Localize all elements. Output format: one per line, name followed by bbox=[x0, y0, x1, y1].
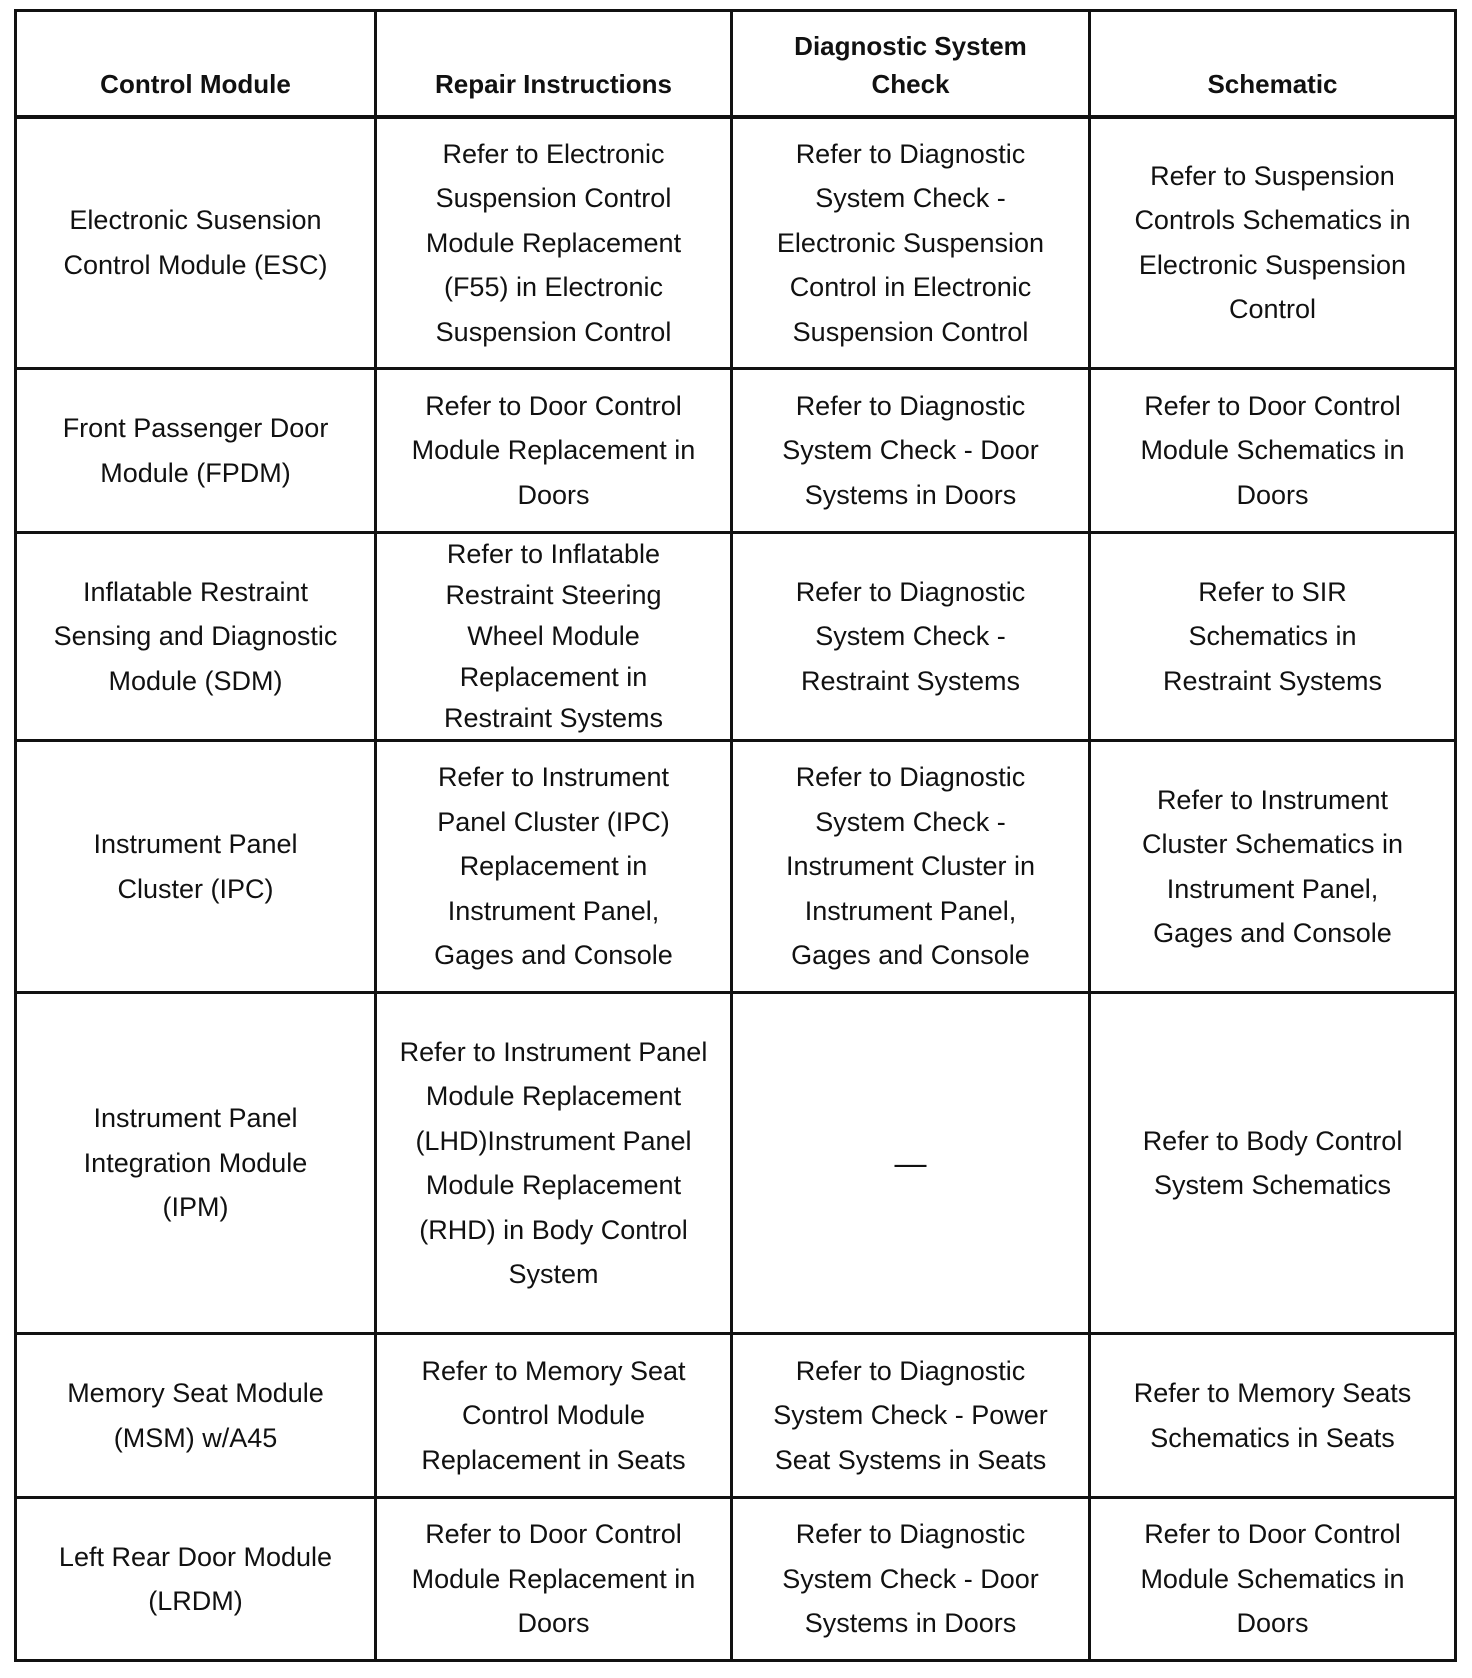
cell-control-module: Electronic Susension Control Module (ESC) bbox=[16, 117, 376, 369]
cell-diagnostic-system-check: — bbox=[732, 993, 1090, 1334]
cell-schematic: Refer to Suspension Controls Schematics in Electronic Suspension Control bbox=[1090, 117, 1456, 369]
cell-repair-instructions: Refer to Memory Seat Control Module Replacement in Seats bbox=[376, 1334, 732, 1498]
cell-repair-instructions: Refer to Inflatable Restraint Steering Wheel Module Replacement in Restraint Systems bbox=[376, 533, 732, 741]
cell-schematic: Refer to Door Control Module Schematics in Doors bbox=[1090, 369, 1456, 533]
cell-diagnostic-system-check: Refer to Diagnostic System Check - Door Systems in Doors bbox=[732, 369, 1090, 533]
header-control-module: Control Module bbox=[16, 11, 376, 117]
cell-schematic: Refer to Memory Seats Schematics in Seats bbox=[1090, 1334, 1456, 1498]
table-row bbox=[16, 117, 1456, 369]
cell-control-module: Left Rear Door Module (LRDM) bbox=[16, 1498, 376, 1661]
cell-schematic: Refer to Body Control System Schematics bbox=[1090, 993, 1456, 1334]
table-row bbox=[16, 1498, 1456, 1661]
cell-control-module: Instrument Panel Cluster (IPC) bbox=[16, 741, 376, 993]
cell-schematic: Refer to SIR Schematics in Restraint Systems bbox=[1090, 533, 1456, 741]
header-diagnostic-system-check: Diagnostic System Check bbox=[732, 11, 1090, 117]
cell-repair-instructions: Refer to Door Control Module Replacement in Doors bbox=[376, 369, 732, 533]
header-repair-instructions: Repair Instructions bbox=[376, 11, 732, 117]
cell-schematic: Refer to Instrument Cluster Schematics in Instrument Panel, Gages and Console bbox=[1090, 741, 1456, 993]
cell-control-module: Inflatable Restraint Sensing and Diagnostic Module (SDM) bbox=[16, 533, 376, 741]
cell-schematic: Refer to Door Control Module Schematics in Doors bbox=[1090, 1498, 1456, 1661]
cell-repair-instructions: Refer to Instrument Panel Module Replacement (LHD)Instrument Panel Module Replacement (RHD) in Body Control System bbox=[376, 993, 732, 1334]
cell-control-module: Instrument Panel Integration Module (IPM) bbox=[16, 993, 376, 1334]
table-row bbox=[16, 1334, 1456, 1498]
cell-repair-instructions: Refer to Door Control Module Replacement in Doors bbox=[376, 1498, 732, 1661]
header-schematic: Schematic bbox=[1090, 11, 1456, 117]
cell-diagnostic-system-check: Refer to Diagnostic System Check - Door Systems in Doors bbox=[732, 1498, 1090, 1661]
cell-control-module: Memory Seat Module (MSM) w/A45 bbox=[16, 1334, 376, 1498]
cell-control-module: Front Passenger Door Module (FPDM) bbox=[16, 369, 376, 533]
cell-repair-instructions: Refer to Instrument Panel Cluster (IPC) Replacement in Instrument Panel, Gages and Console bbox=[376, 741, 732, 993]
cell-diagnostic-system-check: Refer to Diagnostic System Check - Power Seat Systems in Seats bbox=[732, 1334, 1090, 1498]
table-row bbox=[16, 369, 1456, 533]
header-row bbox=[16, 11, 1456, 117]
table-row bbox=[16, 533, 1456, 741]
cell-diagnostic-system-check: Refer to Diagnostic System Check - Restraint Systems bbox=[732, 533, 1090, 741]
cell-diagnostic-system-check: Refer to Diagnostic System Check - Instrument Cluster in Instrument Panel, Gages and Console bbox=[732, 741, 1090, 993]
table-row bbox=[16, 993, 1456, 1334]
cell-repair-instructions: Refer to Electronic Suspension Control Module Replacement (F55) in Electronic Suspension Control bbox=[376, 117, 732, 369]
document-page bbox=[14, 9, 1457, 1662]
control-module-table bbox=[14, 9, 1457, 1662]
cell-diagnostic-system-check: Refer to Diagnostic System Check - Electronic Suspension Control in Electronic Suspension Control bbox=[732, 117, 1090, 369]
table-row bbox=[16, 741, 1456, 993]
